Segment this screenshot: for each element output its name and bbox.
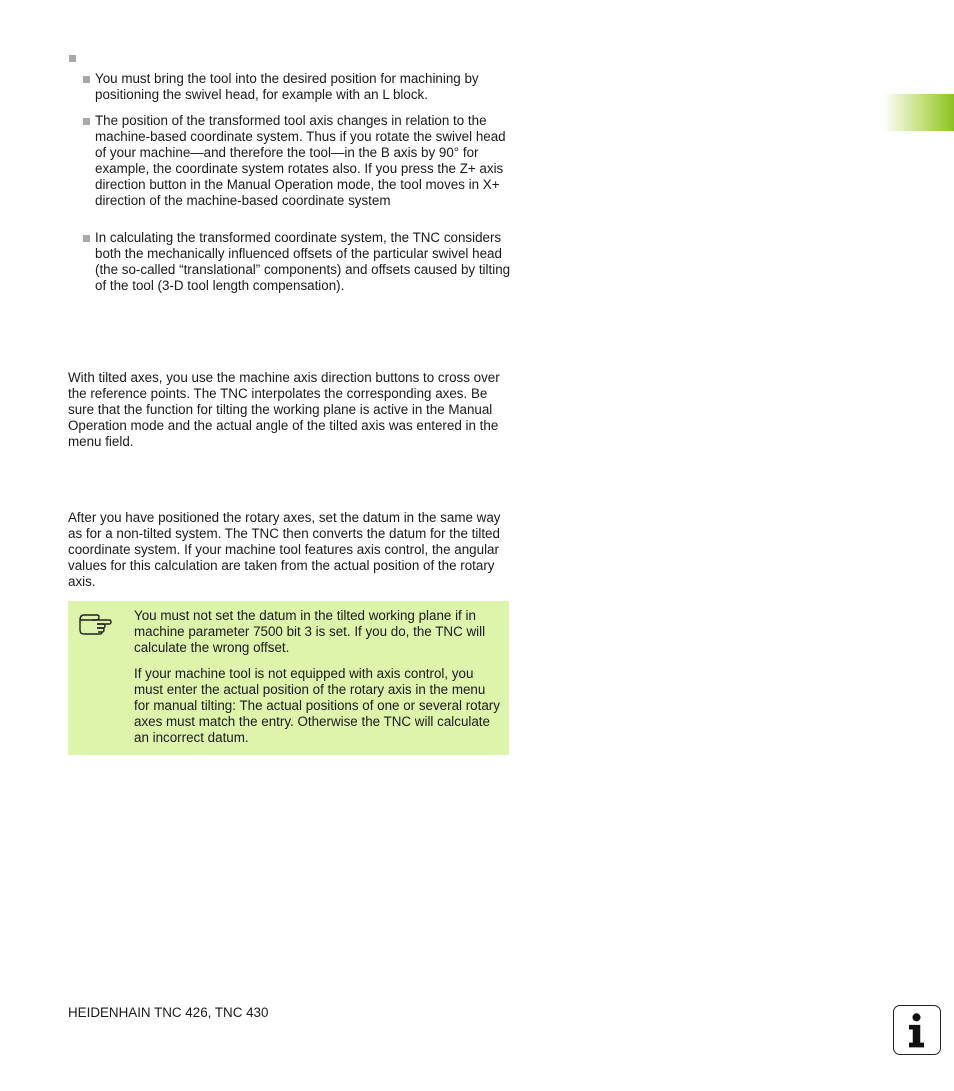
note-text-2: If your machine tool is not equipped with axis control, you must enter the actual position of the rotary axis in the menu for manual tilting: The actual positions of one or several rotary axes must match the entry. Otherwise the TNC will calculate an incorrect datum.	[134, 666, 500, 745]
sub-bullet-marker	[83, 118, 90, 125]
bullet-text-1: You must bring the tool into the desired position for machining by positioning the swivel head, for example with an L block.	[95, 71, 479, 102]
note-text-1: You must not set the datum in the tilted working plane if in machine parameter 7500 bit 3 is set. If you do, the TNC will calculate the wrong offset.	[134, 608, 486, 655]
paragraph-reference-points: With tilted axes, you use the machine axis direction buttons to cross over the reference points. The TNC interpolates the corresponding axes. Be sure that the function for tilting the working plane is active in the Manual Operation mode and the actual angle of the tilted axis was entered in the menu field.	[68, 370, 500, 449]
sub-bullet-marker	[83, 235, 90, 242]
bullet-text-2: The position of the transformed tool axis changes in relation to the machine-based coordinate system. Thus if you rotate the swivel head of your machine—and therefore the tool—in the B axis by 90° for example, the coordinate system rotates also. If you press the Z+ axis direction button in the Manual Operation mode, the tool moves in X+ direction of the machine-based coordinate system	[95, 113, 506, 208]
paragraph-datum-setting: After you have positioned the rotary axes, set the datum in the same way as for a non-tilted system. The TNC then converts the datum for the tilted coordinate system. If your machine tool features axis control, the angular values for this calculation are taken from the actual position of the rotary axis.	[68, 510, 501, 589]
bullet-marker	[69, 55, 76, 62]
note-box	[68, 601, 509, 755]
sub-bullet-marker	[83, 76, 90, 83]
chapter-tab-marker	[883, 94, 954, 131]
pointing-hand-icon	[78, 611, 112, 637]
page-footer: HEIDENHAIN TNC 426, TNC 430	[68, 1005, 269, 1020]
bullet-text-3: In calculating the transformed coordinate system, the TNC considers both the mechanically influenced offsets of the particular swivel head (the so-called “translational” components) and offsets caused by tilting of the tool (3-D tool length compensation).	[95, 230, 511, 293]
info-icon	[893, 1005, 941, 1055]
